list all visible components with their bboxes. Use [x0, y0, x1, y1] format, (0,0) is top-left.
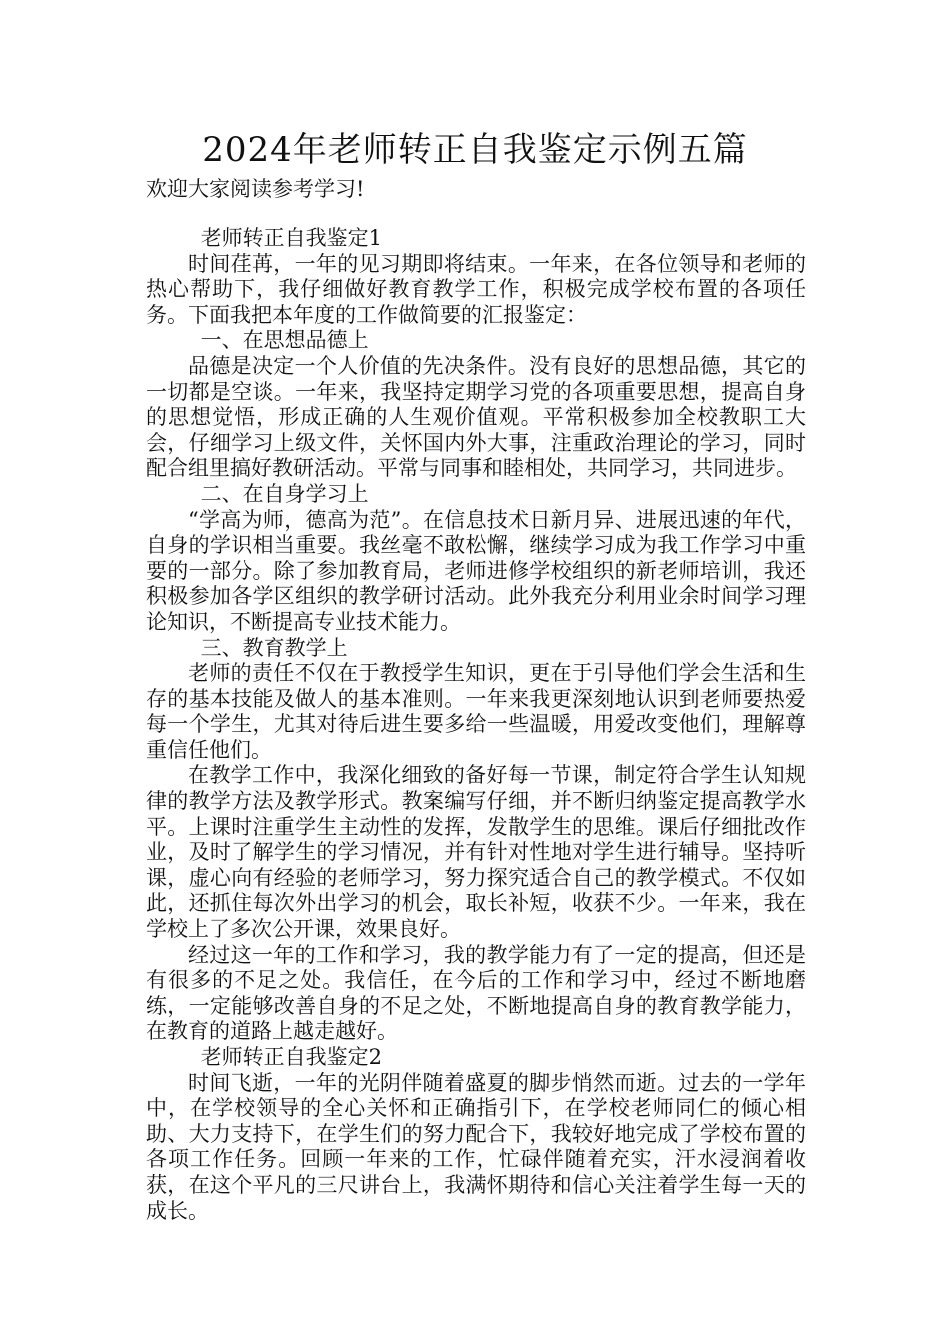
document-intro: 欢迎大家阅读参考学习!: [146, 177, 365, 201]
body-paragraph: 品德是决定一个人价值的先决条件。没有良好的思想品德，其它的一切都是空谈。一年来，我坚持定期学习党的各项重要思想，提高自身的思想觉悟，形成正确的人生观价值观。平常积极参加全校教职工大会，仔细学习上级文件，关怀国内外大事，注重政治理论的学习，同时配合组里搞好教研活动。平常与同事和睦相处，共同学习，共同进步。: [146, 353, 806, 481]
body-paragraph: “学高为师，德高为范”。在信息技术日新月异、进展迅速的年代，自身的学识相当重要。我丝毫不敢松懈，继续学习成为我工作学习中重要的一部分。除了参加教育局，老师进修学校组织的新老师培训，我还积极参加各学区组织的教学研讨活动。此外我充分利用业余时间学习理论知识，不断提高专业技术能力。: [146, 507, 806, 634]
body-paragraph: 在教学工作中，我深化细致的备好每一节课，制定符合学生认知规律的教学方法及教学形式。教案编写仔细，并不断归纳鉴定提高教学水平。上课时注重学生主动性的发挥，发散学生的思维。课后仔细批改作业，及时了解学生的学习情况，并有针对性地对学生进行辅导。坚持听课，虚心向有经验的老师学习，努力探究适合自己的教学模式。不仅如此，还抓住每次外出学习的机会，取长补短，收获不少。一年来，我在学校上了多次公开课，效果良好。: [146, 763, 806, 942]
document-title: 2024年老师转正自我鉴定示例五篇: [202, 130, 748, 170]
section-heading: 三、教育教学上: [200, 635, 348, 660]
section-heading: 二、在自身学习上: [200, 481, 369, 506]
body-paragraph: 时间荏苒，一年的见习期即将结束。一年来，在各位领导和老师的热心帮助下，我仔细做好教育教学工作，积极完成学校布置的各项任务。下面我把本年度的工作做简要的汇报鉴定：: [146, 251, 806, 327]
document-body: [146, 226, 806, 1224]
body-paragraph: 经过这一年的工作和学习，我的教学能力有了一定的提高，但还是有很多的不足之处。我信任，在今后的工作和学习中，经过不断地磨练，一定能够改善自身的不足之处，不断地提高自身的教育教学能力，在教育的道路上越走越好。: [146, 942, 806, 1044]
section-heading: 老师转正自我鉴定2: [200, 1045, 382, 1069]
body-paragraph: 时间飞逝，一年的光阴伴随着盛夏的脚步悄然而逝。过去的一学年中，在学校领导的全心关怀和正确指引下，在学校老师同仁的倾心相助、大力支持下，在学生们的努力配合下，我较好地完成了学校布置的各项工作任务。回顾一年来的工作，忙碌伴随着充实，汗水浸润着收获，在这个平凡的三尺讲台上，我满怀期待和信心关注着学生每一天的成长。: [146, 1070, 806, 1223]
section-heading: 一、在思想品德上: [200, 328, 369, 353]
body-paragraph: 老师的责任不仅在于教授学生知识，更在于引导他们学会生活和生存的基本技能及做人的基本准则。一年来我更深刻地认识到老师要热爱每一个学生，尤其对待后进生要多给一些温暖，用爱改变他们，理解尊重信任他们。: [146, 661, 806, 762]
section-heading: 老师转正自我鉴定1: [200, 226, 382, 250]
